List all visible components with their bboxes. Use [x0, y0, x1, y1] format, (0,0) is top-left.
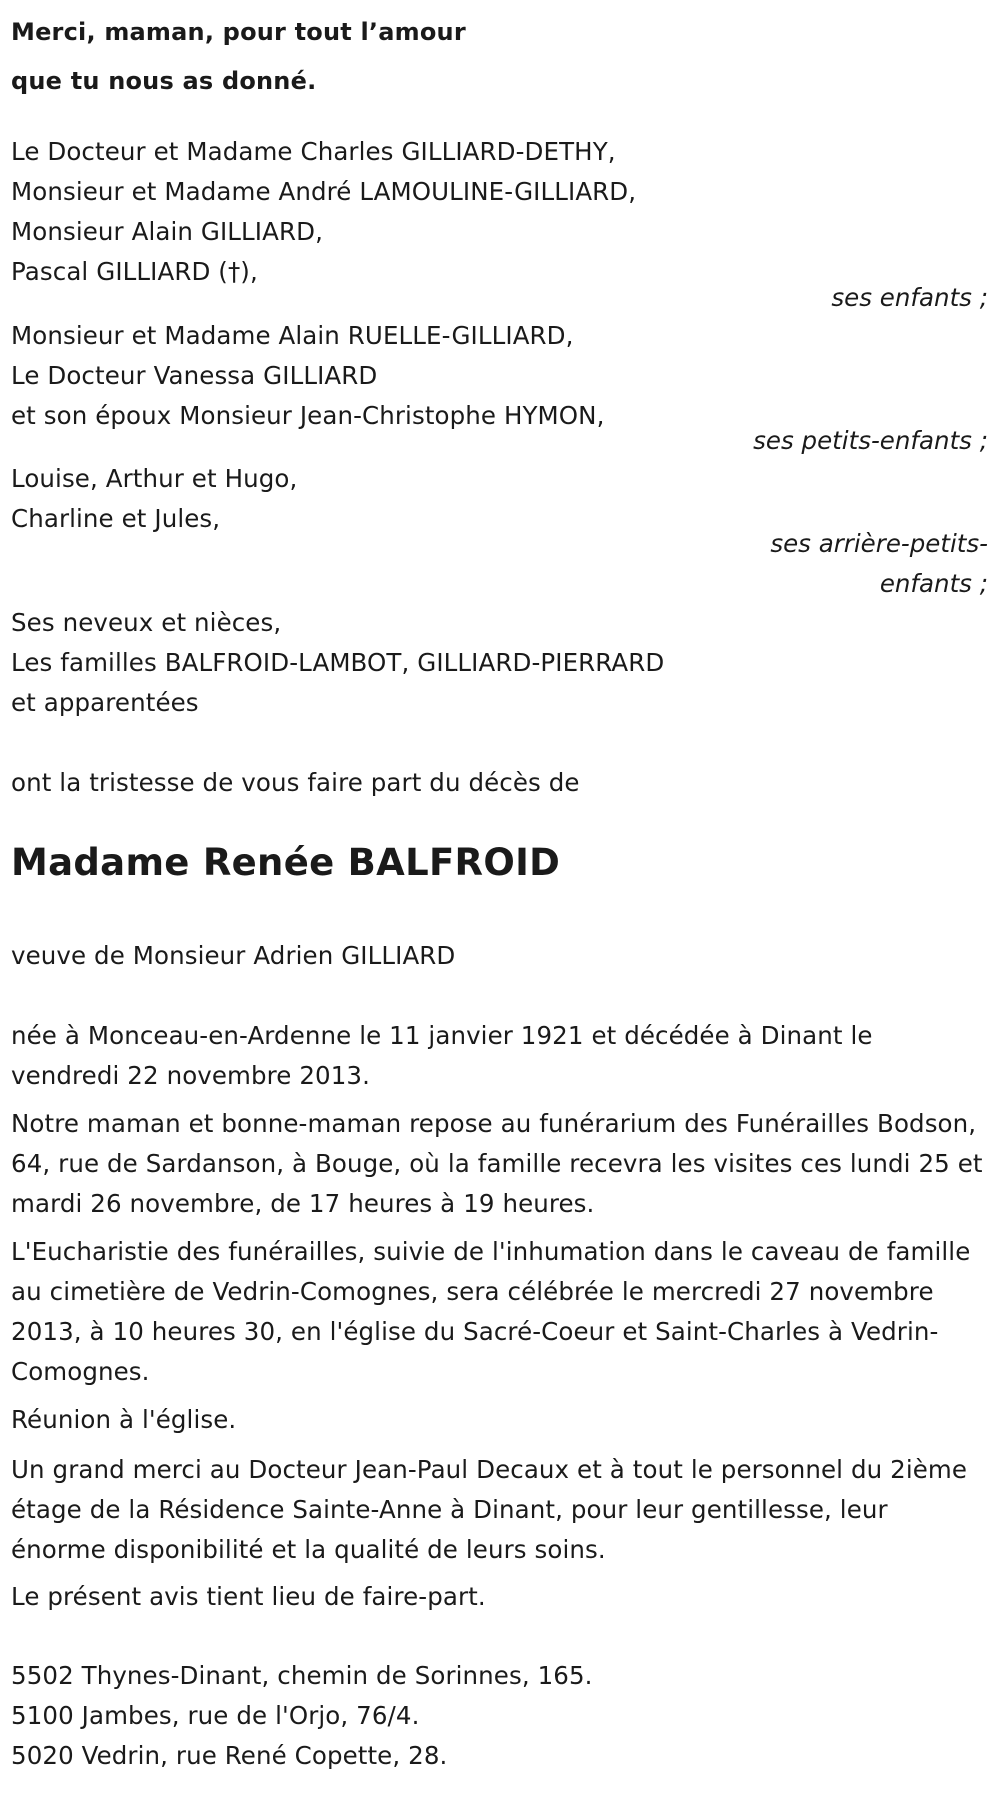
relatives-line: et apparentées	[11, 688, 199, 717]
deceased-name: Madame Renée BALFROID	[11, 841, 561, 884]
children-role: ses enfants ;	[831, 283, 988, 312]
address-line: 5100 Jambes, rue de l'Orjo, 76/4.	[11, 1701, 420, 1730]
epigraph-line: Merci, maman, pour tout l’amour	[11, 18, 466, 46]
relatives-line: Ses neveux et nièces,	[11, 608, 282, 637]
announcement: ont la tristesse de vous faire part du décès de	[11, 768, 580, 797]
grandchild-name: Le Docteur Vanessa GILLIARD	[11, 361, 378, 390]
children-list	[11, 132, 636, 292]
relatives-list	[11, 603, 664, 723]
child-name: Monsieur et Madame André LAMOULINE-GILLIARD,	[11, 177, 637, 206]
grandchild-name: et son époux Monsieur Jean-Christophe HYMON,	[11, 401, 605, 430]
great-grandchildren-role-line: ses arrière-petits-	[770, 529, 988, 558]
great-grandchildren-role	[770, 524, 988, 604]
epigraph-line: que tu nous as donné.	[11, 67, 317, 95]
ceremony-paragraph: L'Eucharistie des funérailles, suivie de l'inhumation dans le caveau de famille au cimetière de Vedrin-Comognes, sera célébrée le mercredi 27 novembre 2013, à 10 heures 30, en l'église du Sacré-Coeur et Saint-Charles à Vedrin-Comognes.	[11, 1237, 971, 1386]
birth-death-paragraph: née à Monceau-en-Ardenne le 11 janvier 1921 et décédée à Dinant le vendredi 22 novembre 2013.	[11, 1021, 873, 1090]
great-grandchildren-role-line: enfants ;	[879, 569, 988, 598]
address-line: 5502 Thynes-Dinant, chemin de Sorinnes, 165.	[11, 1661, 593, 1690]
address-line: 5020 Vedrin, rue René Copette, 28.	[11, 1741, 448, 1770]
child-name: Monsieur Alain GILLIARD,	[11, 217, 323, 246]
widow-of: veuve de Monsieur Adrien GILLIARD	[11, 941, 456, 970]
relatives-line: Les familles BALFROID-LAMBOT, GILLIARD-PIERRARD	[11, 648, 665, 677]
great-grandchild-name: Charline et Jules,	[11, 504, 221, 533]
epigraph	[11, 8, 466, 106]
grandchildren-list	[11, 316, 604, 436]
meeting-paragraph: Réunion à l'église.	[11, 1405, 237, 1434]
thanks-paragraph: Un grand merci au Docteur Jean-Paul Decaux et à tout le personnel du 2ième étage de la Résidence Sainte-Anne à Dinant, pour leur gentillesse, leur énorme disponibilité et la qualité de leurs soins.	[11, 1455, 968, 1564]
great-grandchild-name: Louise, Arthur et Hugo,	[11, 464, 298, 493]
addresses	[11, 1656, 593, 1776]
notice-paragraph: Le présent avis tient lieu de faire-part.	[11, 1582, 486, 1611]
funerarium-paragraph: Notre maman et bonne-maman repose au funérarium des Funérailles Bodson, 64, rue de Sardanson, à Bouge, où la famille recevra les visites ces lundi 25 et mardi 26 novembre, de 17 heures à 19 heures.	[11, 1109, 983, 1218]
grandchild-name: Monsieur et Madame Alain RUELLE-GILLIARD,	[11, 321, 574, 350]
child-name: Le Docteur et Madame Charles GILLIARD-DETHY,	[11, 137, 616, 166]
great-grandchildren-list	[11, 459, 297, 539]
grandchildren-role: ses petits-enfants ;	[753, 426, 988, 455]
child-name: Pascal GILLIARD (†),	[11, 257, 258, 286]
